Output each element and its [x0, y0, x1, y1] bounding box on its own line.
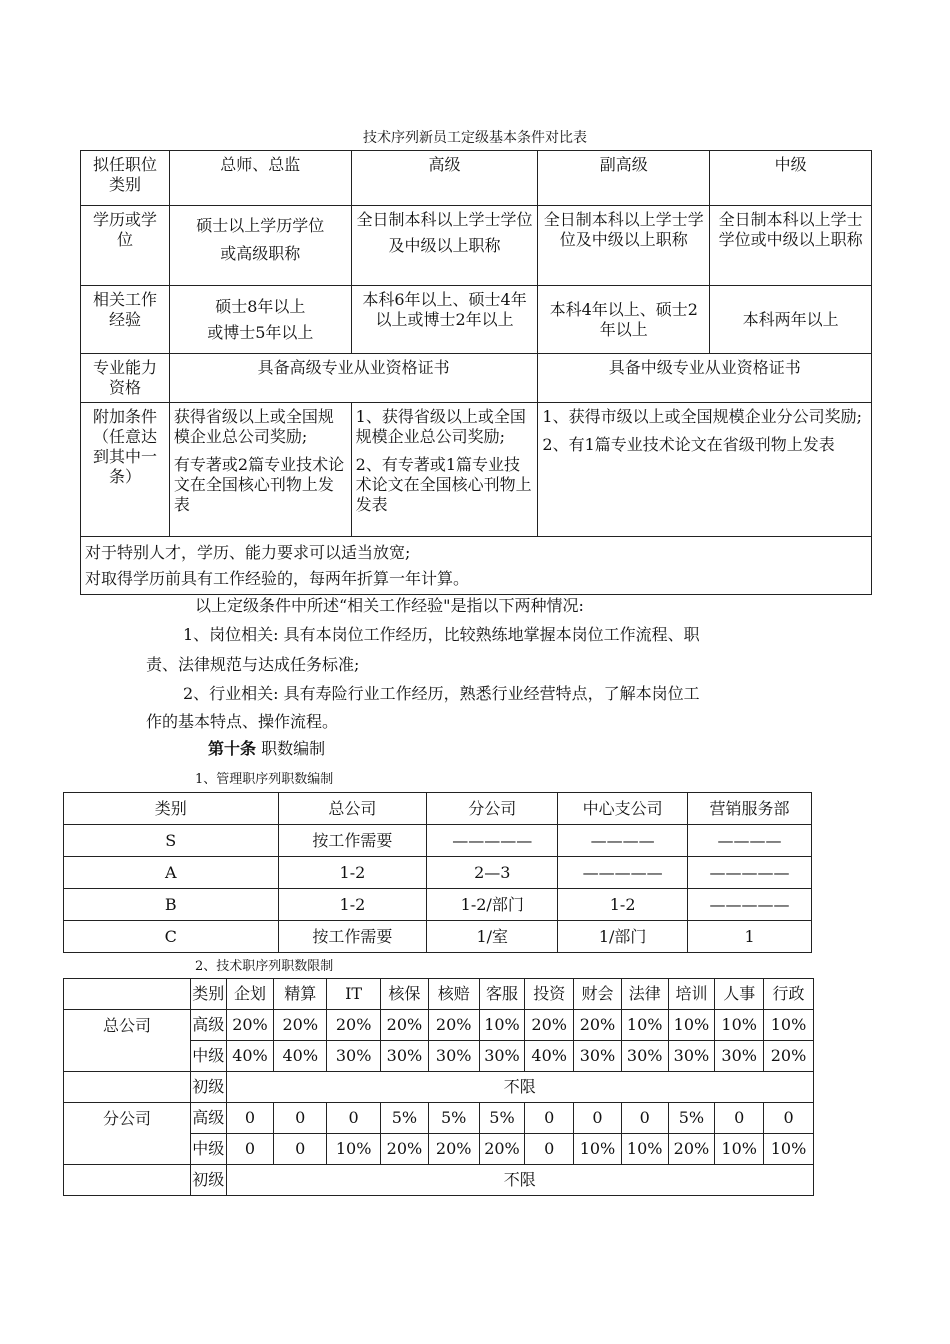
table-cell: 20% [668, 1134, 715, 1165]
table-cell: A [64, 857, 279, 889]
table-cell: 20% [381, 1010, 429, 1041]
paragraph-line: 2、行业相关: 具有寿险行业工作经历，熟悉行业经营特点，了解本岗位工 [183, 684, 700, 703]
table-cell: ———— [688, 825, 812, 857]
table-cell: 具备中级专业从业资格证书 [538, 354, 872, 403]
header-cell: 高级 [351, 151, 538, 206]
cell-line: 全日制本科以上学士学位 [356, 210, 533, 229]
header-cell: 精算 [274, 979, 327, 1010]
table-cell: 0 [226, 1103, 274, 1134]
table-cell: 10% [621, 1134, 668, 1165]
header-cell: 财会 [574, 979, 622, 1010]
table-cell: ————— [427, 825, 558, 857]
table-cell: 0 [274, 1103, 327, 1134]
table-cell: 1 [688, 921, 812, 953]
table-row [64, 857, 812, 889]
cell-line: 或博士5年以上 [207, 322, 314, 342]
table-cell: 全日制本科以上学士学位或中级以上职称 [710, 206, 872, 286]
table-cell [169, 206, 351, 286]
header-cell: 核保 [381, 979, 429, 1010]
level-label: 中级 [191, 1041, 227, 1072]
table-row [64, 1165, 814, 1196]
table-cell: 全日制本科以上学士学位及中级以上职称 [538, 206, 710, 286]
table-cell: S [64, 825, 279, 857]
management-quota-table [63, 792, 812, 953]
cell-line: 1、获得省级以上或全国规模企业总公司奖励; [355, 407, 526, 446]
cell-line: 2、有专著或1篇专业技术论文在全国核心刊物上发表 [355, 455, 532, 514]
table-cell: C [64, 921, 279, 953]
table-cell: 20% [479, 1134, 525, 1165]
table1-title: 技术序列新员工定级基本条件对比表 [363, 130, 587, 146]
table-cell: 30% [668, 1041, 715, 1072]
table-row [81, 403, 872, 537]
table-cell: 0 [525, 1103, 574, 1134]
table-cell: 本科两年以上 [710, 286, 872, 354]
table-cell: 40% [226, 1041, 274, 1072]
table-cell: 5% [428, 1103, 479, 1134]
level-label: 初级 [191, 1072, 227, 1103]
table-cell [538, 403, 872, 537]
paragraph-line: 责、法律规范与达成任务标准; [146, 655, 360, 674]
intro-paragraph: 以上定级条件中所述“相关工作经验"是指以下两种情况: [195, 596, 584, 615]
note-line: 对取得学历前具有工作经验的，每两年折算一年计算。 [85, 569, 470, 588]
header-cell: 行政 [764, 979, 814, 1010]
table-cell [351, 403, 538, 537]
header-cell: 类别 [191, 979, 227, 1010]
table-row [64, 793, 812, 825]
table-cell: 0 [764, 1103, 814, 1134]
table-cell [169, 403, 351, 537]
table-cell: 本科4年以上、硕士2年以上 [538, 286, 710, 354]
table-cell: 30% [428, 1041, 479, 1072]
blank-cell [64, 979, 191, 1010]
cell-line: 1、获得市级以上或全国规模企业分公司奖励; [542, 407, 862, 426]
table-cell: 20% [381, 1134, 429, 1165]
grading-conditions-table [80, 150, 872, 595]
table-cell: 按工作需要 [278, 921, 427, 953]
table-cell: 10% [479, 1010, 525, 1041]
header-cell: 客服 [479, 979, 525, 1010]
org-label: 分公司 [64, 1103, 191, 1165]
level-label: 初级 [191, 1165, 227, 1196]
table-cell: 20% [525, 1010, 574, 1041]
header-cell: 法律 [621, 979, 668, 1010]
unlimited-cell: 不限 [226, 1165, 813, 1196]
row-label: 学历或学位 [81, 206, 170, 286]
header-cell: 中级 [710, 151, 872, 206]
table-row [81, 206, 872, 286]
table-cell: 0 [226, 1134, 274, 1165]
cell-line: 有专著或2篇专业技术论文在全国核心刊物上发表 [173, 455, 345, 514]
table-cell: 1-2 [558, 889, 688, 921]
table-cell: 30% [574, 1041, 622, 1072]
table-row [64, 825, 812, 857]
blank-cell [64, 1072, 191, 1103]
table-cell: 0 [715, 1103, 764, 1134]
header-cell: 人事 [715, 979, 764, 1010]
table-cell: 40% [274, 1041, 327, 1072]
table-cell: 0 [621, 1103, 668, 1134]
table-cell: 5% [381, 1103, 429, 1134]
paragraph-line: 1、岗位相关: 具有本岗位工作经历，比较熟练地掌握本岗位工作流程、职 [183, 625, 700, 644]
table-cell: 10% [621, 1010, 668, 1041]
table-cell: 20% [226, 1010, 274, 1041]
table-cell: 10% [668, 1010, 715, 1041]
table-row [64, 1010, 814, 1041]
article-heading [208, 739, 325, 759]
table-cell: ————— [688, 889, 812, 921]
header-cell: 类别 [64, 793, 279, 825]
table-cell: ————— [558, 857, 688, 889]
level-label: 中级 [191, 1134, 227, 1165]
cell-line: 2、有1篇专业技术论文在省级刊物上发表 [542, 435, 835, 454]
table-row [81, 537, 872, 595]
table-row [81, 286, 872, 354]
table-cell: 30% [715, 1041, 764, 1072]
note-line: 对于特别人才，学历、能力要求可以适当放宽; [85, 543, 411, 562]
table-row [64, 979, 814, 1010]
table-cell: 具备高级专业从业资格证书 [169, 354, 538, 403]
header-cell: 企划 [226, 979, 274, 1010]
row-label: 专业能力资格 [81, 354, 170, 403]
row-label: 附加条件（任意达到其中一条） [81, 403, 170, 537]
table-cell: ———— [558, 825, 688, 857]
table-cell: 20% [274, 1010, 327, 1041]
table-cell: 1/室 [427, 921, 558, 953]
table-cell: 30% [479, 1041, 525, 1072]
header-cell: 分公司 [427, 793, 558, 825]
table-cell: 10% [764, 1134, 814, 1165]
table-cell: ————— [688, 857, 812, 889]
table-cell: 10% [715, 1010, 764, 1041]
header-cell: 核赔 [428, 979, 479, 1010]
level-label: 高级 [191, 1010, 227, 1041]
table-cell: 30% [621, 1041, 668, 1072]
table-cell: 20% [327, 1010, 381, 1041]
table-cell: 20% [428, 1134, 479, 1165]
table-cell: 10% [764, 1010, 814, 1041]
table-cell: 30% [381, 1041, 429, 1072]
cell-line: 硕士8年以上 [215, 296, 306, 316]
cell-line: 及中级以上职称 [388, 236, 501, 255]
table-row [81, 151, 872, 206]
header-cell: 投资 [525, 979, 574, 1010]
table-cell: 1-2 [278, 889, 427, 921]
article-number: 第十条 [208, 739, 257, 758]
table-cell: 0 [574, 1103, 622, 1134]
table-cell: 10% [715, 1134, 764, 1165]
table-cell: 20% [428, 1010, 479, 1041]
row-label: 相关工作经验 [81, 286, 170, 354]
level-label: 高级 [191, 1103, 227, 1134]
table-cell [169, 286, 351, 354]
table-cell: 5% [668, 1103, 715, 1134]
header-cell: 总师、总监 [169, 151, 351, 206]
cell-line: 或高级职称 [220, 244, 301, 263]
technical-quota-table [63, 978, 814, 1196]
table-cell: 40% [525, 1041, 574, 1072]
unlimited-cell: 不限 [226, 1072, 813, 1103]
table-row [81, 354, 872, 403]
table-cell: 0 [274, 1134, 327, 1165]
org-label: 总公司 [64, 1010, 191, 1072]
cell-line: 硕士以上学历学位 [196, 216, 325, 235]
paragraph-line: 作的基本特点、操作流程。 [146, 712, 339, 731]
header-cell: 营销服务部 [688, 793, 812, 825]
table-row [64, 1072, 814, 1103]
table-cell: 5% [479, 1103, 525, 1134]
table-cell: 0 [327, 1103, 381, 1134]
header-cell: 副高级 [538, 151, 710, 206]
table-cell: 1-2 [278, 857, 427, 889]
table-cell: 30% [327, 1041, 381, 1072]
table-row [64, 889, 812, 921]
table-row [64, 921, 812, 953]
table-cell [351, 206, 538, 286]
table-cell: B [64, 889, 279, 921]
cell-line: 获得省级以上或全国规模企业总公司奖励; [173, 407, 334, 446]
table-row [64, 1103, 814, 1134]
table-cell: 10% [327, 1134, 381, 1165]
table-cell: 20% [574, 1010, 622, 1041]
table-cell: 0 [525, 1134, 574, 1165]
blank-cell [64, 1165, 191, 1196]
header-cell: 拟任职位类别 [81, 151, 170, 206]
header-cell: 总公司 [278, 793, 427, 825]
table-cell: 2—3 [427, 857, 558, 889]
table-cell: 1-2/部门 [427, 889, 558, 921]
header-cell: IT [327, 979, 381, 1010]
table-cell: 按工作需要 [278, 825, 427, 857]
article-title: 职数编制 [261, 739, 326, 758]
table-cell: 10% [574, 1134, 622, 1165]
table-cell: 20% [764, 1041, 814, 1072]
subheading: 2、技术职序列职数限制 [195, 959, 334, 974]
note-cell [81, 537, 872, 595]
table-cell: 1/部门 [558, 921, 688, 953]
table-cell: 本科6年以上、硕士4年以上或博士2年以上 [351, 286, 538, 354]
header-cell: 培训 [668, 979, 715, 1010]
header-cell: 中心支公司 [558, 793, 688, 825]
subheading: 1、管理职序列职数编制 [195, 772, 334, 787]
